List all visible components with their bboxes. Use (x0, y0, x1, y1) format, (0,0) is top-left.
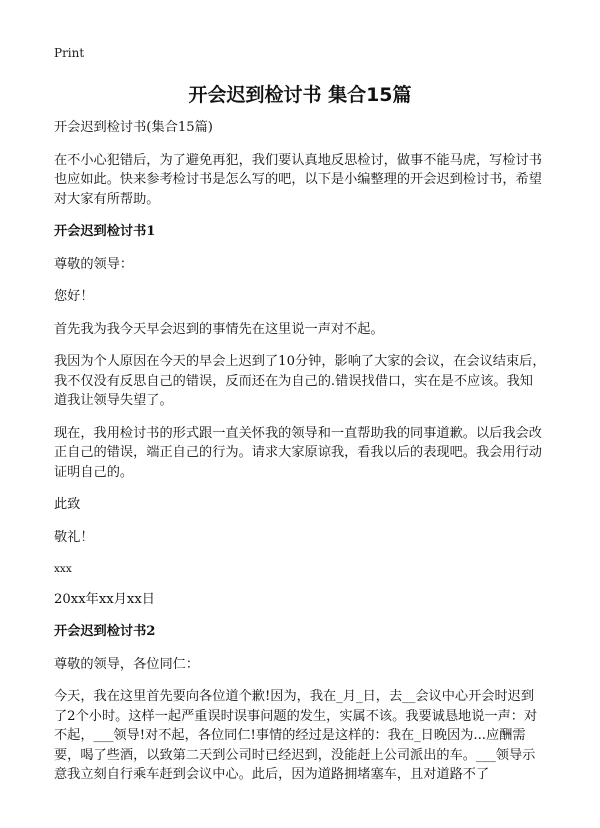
section1-paragraph-3: 现在，我用检讨书的形式跟一直关怀我的领导和一直帮助我的同事道歉。以后我会改正自己的错误，端正自己的行为。请求大家原谅我，看我以后的表现吧。我会用行动证明自己的。 (54, 425, 542, 480)
document-body (54, 118, 546, 798)
section1-heading: 开会迟到检讨书1 (54, 224, 156, 239)
section1-salutation: 尊敬的领导： (54, 256, 134, 272)
section1-paragraph-1: 首先我为我今天早会迟到的事情先在这里说一声对不起。 (54, 321, 384, 337)
section2-heading: 开会迟到检讨书2 (54, 624, 156, 639)
section1-greeting: 您好！ (54, 289, 94, 304)
section1-closing-2: 敬礼！ (54, 529, 94, 545)
section1-paragraph-2: 我因为个人原因在今天的早会上迟到了10分钟，影响了大家的会议，在会议结束后，我不仅没有反思自己的错误，反而还在为自己的.错误找借口，实在是不应该。我知道我让领导失望了。 (54, 354, 546, 408)
intro-paragraph: 在不小心犯错后，为了避免再犯，我们要认真地反思检讨，做事不能马虎，写检讨书也应如此。快来参考检讨书是怎么写的吧，以下是小编整理的开会迟到检讨书，希望对大家有所帮助。 (54, 152, 542, 207)
section2-salutation: 尊敬的领导，各位同仁： (54, 656, 200, 672)
section1-closing-1: 此致 (54, 497, 81, 512)
document-title: 开会迟到检讨书 集合15篇 (188, 84, 412, 106)
print-label: Print (54, 46, 85, 60)
section1-date: 20xx年xx月xx日 (54, 591, 155, 607)
section2-paragraph-1: 今天，我在这里首先要向各位道个歉!因为，我在_月_日，去__会议中心开会时迟到了2个小时。这样一起严重误时误事问题的发生，实属不该。我要诚恳地说一声：对不起，___领导!对不起，各位同仁!事情的经过是这样的：我在_日晚因为...应酬需要，喝了些酒，以致第二天到公司时已经迟到，没能赶上公司派出的车。___领导示意我立刻自行乘车赶到会议中心。此后，因为道路拥堵塞车，且对道路不了 (54, 689, 538, 782)
section1-signature: xxx (54, 563, 72, 575)
document-subtitle: 开会迟到检讨书(集合15篇) (54, 120, 213, 135)
